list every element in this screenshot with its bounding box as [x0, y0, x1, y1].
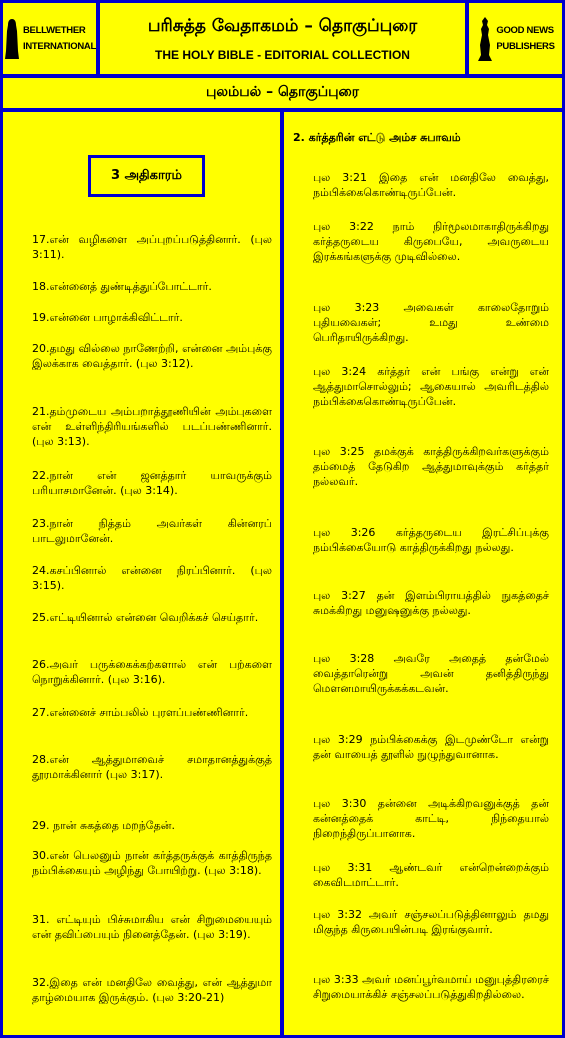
subtitle-box — [0, 75, 565, 111]
verse-text: அவர் பருக்கைக்கற்களால் என் பற்களை நொறுக்கினார். (புல 3:16). — [32, 658, 272, 686]
verse-3-30: புல 3:30 தன்னை அடிக்கிறவனுக்குத் தன் கன்னத்தைக் காட்டி, நிந்தையால் நிறைந்திருப்பானாக. — [313, 797, 549, 840]
title-tamil: பரிசுத்த வேதாகமம் – தொகுப்புரை — [147, 15, 418, 36]
verse-num: 17. — [32, 233, 50, 246]
verse-3-31: புல 3:31 ஆண்டவர் என்றென்றைக்கும் கைவிடமாட்டார். — [313, 861, 549, 889]
verse-text: என் வழிகளை அப்புறப்படுத்தினார். (புல 3:11). — [32, 233, 272, 261]
right-logo-text — [496, 23, 554, 55]
verse-3-23: புல 3:23 அவைகள் காலைதோறும் புதியவைகள்; உமது உண்மை பெரிதாயிருக்கிறது. — [313, 301, 549, 344]
chapter-label-box — [88, 155, 205, 197]
verse-text: தமது வில்லை நாணேற்றி, என்னை அம்புக்கு இலக்காக வைத்தார். (புல 3:12). — [32, 342, 272, 370]
verse-29 — [32, 818, 272, 833]
verse-text: நான் நித்தம் அவர்கள் கின்னரப் பாடலுமானேன். — [32, 517, 272, 545]
right-logo-box — [466, 0, 565, 77]
verse-num: 27. — [32, 706, 50, 719]
title-english: THE HOLY BIBLE - EDITORIAL COLLECTION — [155, 47, 410, 62]
verse-text: என் பெலனும் நான் கர்த்தருக்குக் காத்திருந்த நம்பிக்கையும் அழிந்து போயிற்று. (புல 3:18). — [32, 849, 272, 877]
verse-text: கசப்பினால் என்னை நிரப்பினார். (புல 3:15). — [32, 564, 272, 592]
title-box — [97, 0, 468, 77]
verse-num: 26. — [32, 658, 50, 671]
verse-num: 28. — [32, 753, 50, 766]
verse-num: 23. — [32, 517, 50, 530]
verse-text: தம்முடைய அம்பறாத்தூணியின் அம்புகளை என் உள்ளிந்திரியங்களில் படப்பண்ணினார். (புல 3:13). — [32, 405, 272, 448]
verse-3-22: புல 3:22 நாம் நிர்மூலமாகாதிருக்கிறது கர்த்தருடைய கிருபையே, அவருடைய இரக்கங்களுக்கு முடிவில்லை. — [313, 220, 549, 263]
verse-3-25: புல 3:25 தமக்குக் காத்திருக்கிறவர்களுக்கும் தம்மைத் தேடுகிற ஆத்துமாவுக்கும் கர்த்தர் நல்லவர். — [313, 445, 549, 488]
verse-text: நான் என் ஜனத்தார் யாவருக்கும் பரியாசமானேன். (புல 3:14). — [32, 469, 272, 497]
verse-23 — [32, 516, 272, 546]
left-logo-line-2: INTERNATIONAL — [23, 40, 96, 52]
verse-num: 20. — [32, 342, 50, 355]
right-logo-line-1: GOOD NEWS — [496, 24, 554, 36]
verse-num: 29. — [32, 819, 50, 832]
left-logo-line-1: BELLWETHER — [23, 24, 86, 36]
section-title: 2. கர்த்தரின் எட்டு அம்ச சுபாவம் — [293, 131, 461, 144]
verse-num: 30. — [32, 849, 50, 862]
verse-3-26: புல 3:26 கர்த்தருடைய இரட்சிப்புக்கு நம்பிக்கையோடு காத்திருக்கிறது நல்லது. — [313, 526, 549, 554]
verse-3-27: புல 3:27 தன் இளம்பிராயத்தில் நுகத்தைச் சுமக்கிறது மனுஷனுக்கு நல்லது. — [313, 589, 549, 617]
verse-text: நான் சுகத்தை மறந்தேன். — [49, 819, 175, 832]
left-logo-box — [0, 0, 99, 77]
verse-text: எட்டியினால் என்னை வெறிக்கச் செய்தார். — [49, 611, 259, 624]
verse-30 — [32, 848, 272, 878]
verse-18 — [32, 279, 272, 294]
verse-31 — [32, 912, 272, 942]
verse-17 — [32, 232, 272, 262]
verse-num: 22. — [32, 469, 50, 482]
verse-26 — [32, 657, 272, 687]
verse-num: 25. — [32, 611, 50, 624]
verse-text: என்னைச் சாம்பலில் புரளப்பண்ணினார். — [49, 706, 249, 719]
verse-25 — [32, 610, 272, 625]
verse-27 — [32, 705, 272, 720]
chapter-label: 3 அதிகாரம் — [111, 168, 182, 183]
verse-text: என்னை பாழாக்கிவிட்டார். — [49, 311, 183, 324]
verse-num: 24. — [32, 564, 50, 577]
verse-32 — [32, 975, 272, 1005]
verse-num: 19. — [32, 311, 50, 324]
verse-text: என்னைத் துண்டித்துப்போட்டார். — [49, 280, 212, 293]
verse-3-32: புல 3:32 அவர் சஞ்சலப்படுத்தினாலும் தமது மிகுந்த கிருபையின்படி இரங்குவார். — [313, 908, 549, 936]
verse-22 — [32, 468, 272, 498]
verse-3-28: புல 3:28 அவரே அதைத் தன்மேல் வைத்தாரென்று அவன் தனித்திருந்து மௌனமாயிருக்கக்கடவன். — [313, 652, 549, 695]
verse-text: என் ஆத்துமாவைச் சமாதானத்துக்குத் தூரமாக்கினார் (புல 3:17). — [32, 753, 272, 781]
verse-num: 21. — [32, 405, 50, 418]
verse-28 — [32, 752, 272, 782]
verse-3-21: புல 3:21 இதை என் மனதிலே வைத்து, நம்பிக்கைகொண்டிருப்பேன். — [313, 171, 549, 199]
subtitle: புலம்பல் – தொகுப்புரை — [205, 84, 360, 100]
verse-num: 18. — [32, 280, 50, 293]
verse-24 — [32, 563, 272, 593]
verse-3-24: புல 3:24 கர்த்தர் என் பங்கு என்று என் ஆத்துமாசொல்லும்; ஆகையால் அவரிடத்தில் நம்பிக்கைகொண்டிருப்பேன். — [313, 365, 549, 408]
verse-3-29: புல 3:29 நம்பிக்கைக்கு இடமுண்டோ என்று தன் வாயைத் தூளில் நுழுந்துவானாக. — [313, 733, 549, 761]
verse-21 — [32, 404, 272, 449]
left-logo-text — [23, 23, 96, 55]
verse-text: இதை என் மனதிலே வைத்து, என் ஆத்துமா தாழ்மையாக இருக்கும். (புல 3:20-21) — [32, 976, 272, 1004]
good-news-logo-icon — [476, 15, 494, 63]
verse-num: 31. — [32, 913, 50, 926]
bellwether-logo-icon — [3, 17, 21, 61]
right-logo-line-2: PUBLISHERS — [496, 40, 555, 52]
verse-text: எட்டியும் பிச்சுமாகிய என் சிறுமையையும் என் தவிப்பையும் நினைத்தேன். (புல 3:19). — [32, 913, 272, 941]
verse-20 — [32, 341, 272, 371]
verse-19 — [32, 310, 272, 325]
verse-3-33: புல 3:33 அவர் மனப்பூர்வமாய் மனுபுத்திரரைச் சிறுமையாக்கிச் சஞ்சலப்படுத்துகிறதில்லை. — [313, 973, 549, 1001]
verse-num: 32. — [32, 976, 50, 989]
